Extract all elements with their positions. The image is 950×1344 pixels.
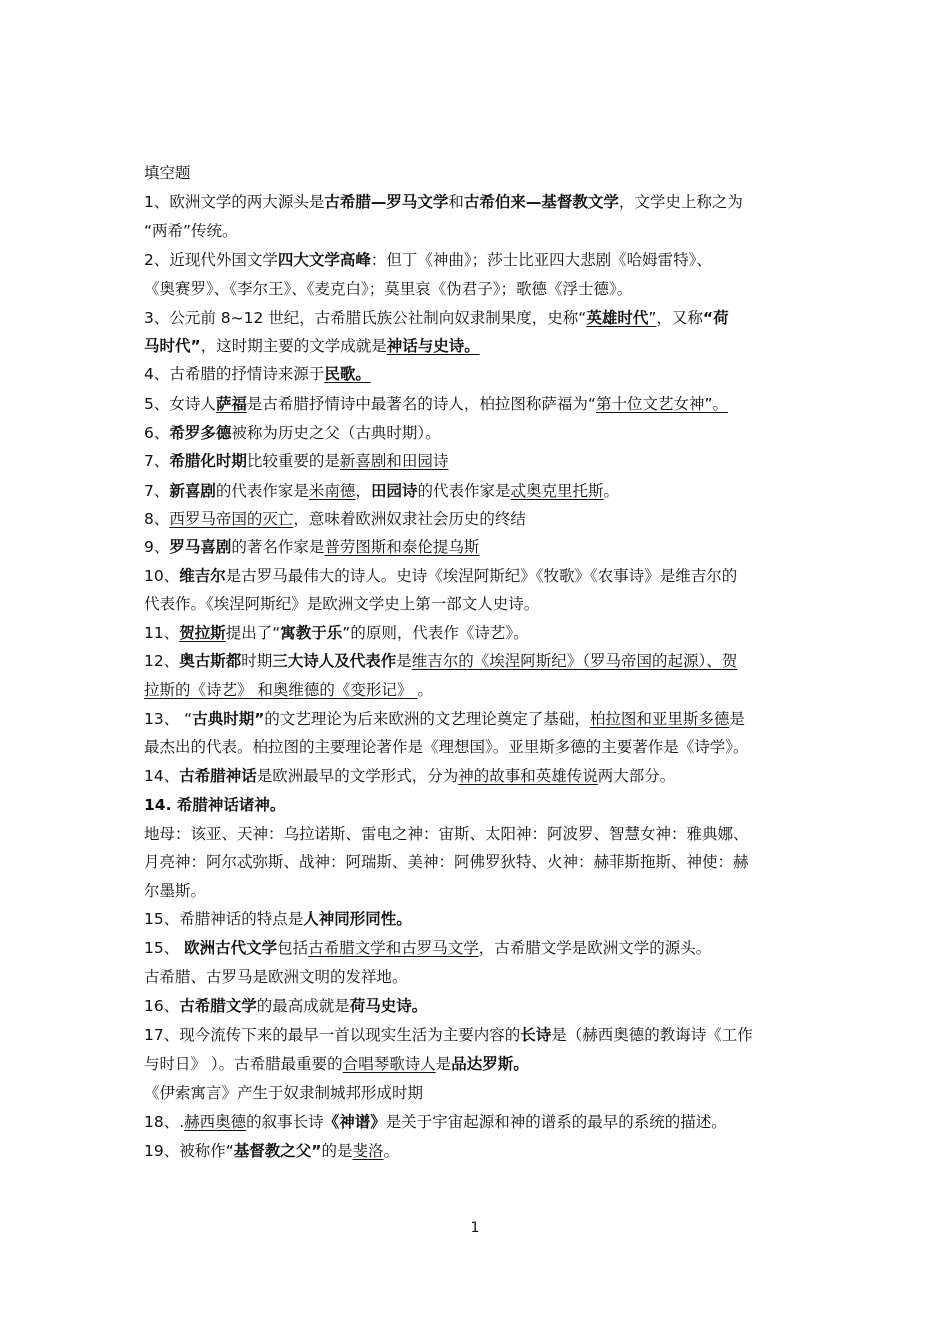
text-segment: ，意味着欧洲奴隶社会历史的终结 bbox=[293, 510, 526, 528]
underlined-text: 维吉尔的《埃涅阿斯纪》（罗马帝国的起源）、贺 bbox=[411, 652, 738, 670]
underlined-text: 忒奥克里托斯 bbox=[510, 482, 604, 500]
text-line bbox=[144, 795, 814, 815]
text-segment: 比较重要的是 bbox=[246, 452, 340, 470]
text-segment: 《奥赛罗》、《李尔王》、《麦克白》；莫里哀《伪君子》；歌德《浮士德》。 bbox=[144, 280, 633, 298]
text-segment: 填空题 bbox=[144, 164, 191, 182]
text-line bbox=[144, 250, 814, 270]
text-segment: 2、近现代外国文学 bbox=[144, 251, 278, 269]
text-segment: 是古希腊抒情诗中最著名的诗人，柏拉图称萨福为“ bbox=[246, 395, 596, 413]
bold-term: 品达罗斯。 bbox=[451, 1055, 529, 1073]
text-segment: 1、欧洲文学的两大源头是 bbox=[144, 193, 325, 211]
text-segment: 是欧洲最早的文学形式，分为 bbox=[256, 767, 459, 785]
text-segment: 15、希腊神话的特点是 bbox=[144, 910, 304, 928]
underlined-text: 赫西奥德 bbox=[184, 1113, 247, 1131]
text-line bbox=[144, 938, 814, 958]
text-line bbox=[144, 623, 814, 643]
text-segment: ，古希腊文学是欧洲文学的源头。 bbox=[478, 939, 712, 957]
text-segment: 6、 bbox=[144, 424, 170, 442]
bold-term: 四大文学高峰 bbox=[277, 251, 371, 269]
text-line bbox=[144, 336, 814, 356]
text-segment: 8、 bbox=[144, 510, 170, 528]
text-segment: 11、 bbox=[144, 624, 180, 642]
text-line bbox=[144, 1083, 814, 1103]
text-line bbox=[144, 308, 814, 328]
text-line bbox=[144, 680, 814, 700]
text-segment: 的著名作家是 bbox=[231, 538, 325, 556]
text-segment: 地母：该亚、天神：乌拉诺斯、雷电之神：宙斯、太阳神：阿波罗、智慧女神：雅典娜、 bbox=[144, 825, 749, 843]
bold-term: 英雄时代 bbox=[586, 309, 649, 327]
text-line bbox=[144, 967, 814, 987]
bold-term: 荷马史诗。 bbox=[349, 997, 428, 1015]
text-segment: 提出了“ bbox=[225, 624, 281, 642]
text-segment: 的文艺理论为后来欧洲的文艺理论奠定了基础， bbox=[264, 710, 590, 728]
text-segment: 。 bbox=[417, 681, 433, 699]
underlined-text: 柏拉图和亚里斯多德 bbox=[589, 710, 730, 728]
text-line bbox=[144, 537, 814, 557]
section-heading bbox=[144, 163, 814, 183]
text-line bbox=[144, 509, 814, 529]
bold-term: 希罗多德 bbox=[169, 424, 232, 442]
text-segment: 4、古希腊的抒情诗来源于 bbox=[144, 365, 325, 383]
text-segment: 。 bbox=[603, 482, 619, 500]
bold-term: 田园诗 bbox=[370, 482, 418, 500]
text-segment: ，又称 bbox=[656, 309, 703, 327]
text-segment: 13、 “ bbox=[144, 710, 193, 728]
text-segment: “两希”传统。 bbox=[144, 222, 238, 240]
text-segment: 是 bbox=[729, 710, 745, 728]
text-segment: 是古罗马最伟大的诗人。史诗《埃涅阿斯纪》《牧歌》《农事诗》是维吉尔的 bbox=[225, 567, 738, 585]
text-segment: ：但丁《神曲》；莎士比亚四大悲剧《哈姆雷特》、 bbox=[370, 251, 712, 269]
text-segment: 14、 bbox=[144, 767, 180, 785]
bold-term: 贺拉斯 bbox=[179, 624, 226, 642]
text-line bbox=[144, 881, 814, 901]
bold-term: 基督教之父” bbox=[233, 1142, 322, 1160]
text-segment: 12、 bbox=[144, 652, 180, 670]
text-segment: ，文学史上称之为 bbox=[618, 193, 743, 211]
bold-term: 人神同形同性。 bbox=[303, 910, 412, 928]
underlined-text: 斐洛 bbox=[352, 1142, 384, 1160]
text-segment: 16、 bbox=[144, 997, 180, 1015]
bold-term: 罗马喜剧 bbox=[169, 538, 232, 556]
text-segment: 两大部分。 bbox=[597, 767, 676, 785]
underlined-text: 普劳图斯和泰伦提乌斯 bbox=[324, 538, 480, 556]
text-line bbox=[144, 566, 814, 586]
text-segment: 是 bbox=[435, 1055, 452, 1073]
text-segment: ， bbox=[355, 482, 371, 500]
text-segment: 的代表作家是 bbox=[417, 482, 511, 500]
text-line bbox=[144, 1112, 814, 1132]
bold-term: “荷 bbox=[702, 309, 729, 327]
bold-term: 马时代” bbox=[144, 337, 201, 355]
text-segment: 5、女诗人 bbox=[144, 395, 216, 413]
text-segment: 的代表作家是 bbox=[215, 482, 309, 500]
text-segment: 19、被称作“ bbox=[144, 1142, 234, 1160]
text-segment: ，这时期主要的文学成就是 bbox=[200, 337, 387, 355]
text-line bbox=[144, 481, 814, 501]
text-segment: 的最高成就是 bbox=[256, 997, 350, 1015]
text-line bbox=[144, 279, 814, 299]
text-line bbox=[144, 423, 814, 443]
text-line bbox=[144, 594, 814, 614]
bold-term: 奥古斯都 bbox=[179, 652, 242, 670]
text-line bbox=[144, 1025, 814, 1045]
bold-term: 神话与史诗。 bbox=[386, 337, 480, 355]
underlined-text: ” bbox=[648, 309, 657, 327]
bold-term: 长诗 bbox=[520, 1026, 552, 1044]
text-segment: 是 bbox=[396, 652, 412, 670]
underlined-text: 第十位文艺女神”。 bbox=[595, 395, 728, 413]
text-line bbox=[144, 824, 814, 844]
text-line bbox=[144, 852, 814, 872]
underlined-text: 西罗马帝国的灭亡 bbox=[169, 510, 294, 528]
underlined-text: 合唱琴歌诗人 bbox=[342, 1055, 436, 1073]
bold-term: 古希腊—罗马文学 bbox=[324, 193, 449, 211]
bold-term: 三大诗人及代表作 bbox=[272, 652, 397, 670]
text-segment: 15、 bbox=[144, 939, 185, 957]
text-line bbox=[144, 709, 814, 729]
text-line bbox=[144, 364, 814, 384]
text-segment: 月亮神：阿尔忒弥斯、战神：阿瑞斯、美神：阿佛罗狄特、火神：赫菲斯拖斯、神使：赫 bbox=[144, 853, 749, 871]
text-line bbox=[144, 651, 814, 671]
bold-term: 古希伯来—基督教文学 bbox=[463, 193, 619, 211]
text-segment: 。 bbox=[383, 1142, 399, 1160]
bold-term: 维吉尔 bbox=[179, 567, 226, 585]
text-segment: 《伊索寓言》产生于奴隶制城邦形成时期 bbox=[144, 1084, 424, 1102]
bold-term: 古希腊文学 bbox=[179, 997, 257, 1015]
underlined-text: 新喜剧和田园诗 bbox=[339, 452, 449, 470]
bold-term: 寓教于乐 bbox=[280, 624, 343, 642]
text-line bbox=[144, 451, 814, 471]
text-segment: 17、现今流传下来的最早一首以现实生活为主要内容的 bbox=[144, 1026, 521, 1044]
text-segment: 7、 bbox=[144, 482, 170, 500]
underlined-text: 米南德 bbox=[308, 482, 356, 500]
text-segment: 是（赫西奥德的教诲诗《工作 bbox=[551, 1026, 753, 1044]
text-line bbox=[144, 221, 814, 241]
text-segment: 尔墨斯。 bbox=[144, 882, 207, 900]
text-segment: 和 bbox=[448, 193, 464, 211]
text-line bbox=[144, 394, 814, 414]
text-segment: 最杰出的代表。柏拉图的主要理论著作是《理想国》。亚里斯多德的主要著作是《诗学》。 bbox=[144, 738, 749, 756]
text-segment: 与时日》 ）。古希腊最重要的 bbox=[144, 1055, 343, 1073]
text-segment: 10、 bbox=[144, 567, 180, 585]
bold-term: 古希腊神话 bbox=[179, 767, 257, 785]
text-segment: 被称为历史之父（古典时期）。 bbox=[231, 424, 441, 442]
bold-term: 欧洲古代文学 bbox=[184, 939, 278, 957]
text-segment: 包括 bbox=[277, 939, 309, 957]
text-line bbox=[144, 192, 814, 212]
text-segment: ”的原则，代表作《诗艺》。 bbox=[342, 624, 529, 642]
text-segment: 18、. bbox=[144, 1113, 185, 1131]
text-line bbox=[144, 996, 814, 1016]
text-segment: 的是 bbox=[321, 1142, 353, 1160]
text-segment: 是关于宇宙起源和神的谱系的最早的系统的描述。 bbox=[385, 1113, 727, 1131]
bold-term: 古典时期” bbox=[192, 710, 265, 728]
text-segment: 时期 bbox=[241, 652, 273, 670]
bold-term: 新喜剧 bbox=[169, 482, 216, 500]
bold-term: 《神谱》 bbox=[323, 1113, 386, 1131]
text-line bbox=[144, 766, 814, 786]
bold-term: 萨福 bbox=[215, 395, 247, 413]
underlined-text: 古希腊文学和古罗马文学 bbox=[308, 939, 479, 957]
text-line bbox=[144, 1054, 814, 1074]
text-segment: 7、 bbox=[144, 452, 170, 470]
text-segment: 代表作。《埃涅阿斯纪》是欧洲文学史上第一部文人史诗。 bbox=[144, 595, 540, 613]
text-segment: 古希腊、古罗马是欧洲文明的发祥地。 bbox=[144, 968, 408, 986]
text-line bbox=[144, 1141, 814, 1161]
bold-term: 民歌。 bbox=[324, 365, 371, 383]
text-segment: 9、 bbox=[144, 538, 170, 556]
text-segment: 3、公元前 8~12 世纪，古希腊氏族公社制向奴隶制果度，史称“ bbox=[144, 309, 587, 327]
underlined-text: 神的故事和英雄传说 bbox=[458, 767, 598, 785]
underlined-text: 拉斯的《诗艺》 和奥维德的《变形记》 bbox=[144, 681, 418, 699]
text-line bbox=[144, 737, 814, 757]
page-number: 1 bbox=[470, 1220, 480, 1236]
bold-term: 希腊化时期 bbox=[169, 452, 247, 470]
text-line bbox=[144, 909, 814, 929]
bold-term: 14. 希腊神话诸神。 bbox=[144, 796, 286, 814]
text-segment: 的叙事长诗 bbox=[246, 1113, 324, 1131]
